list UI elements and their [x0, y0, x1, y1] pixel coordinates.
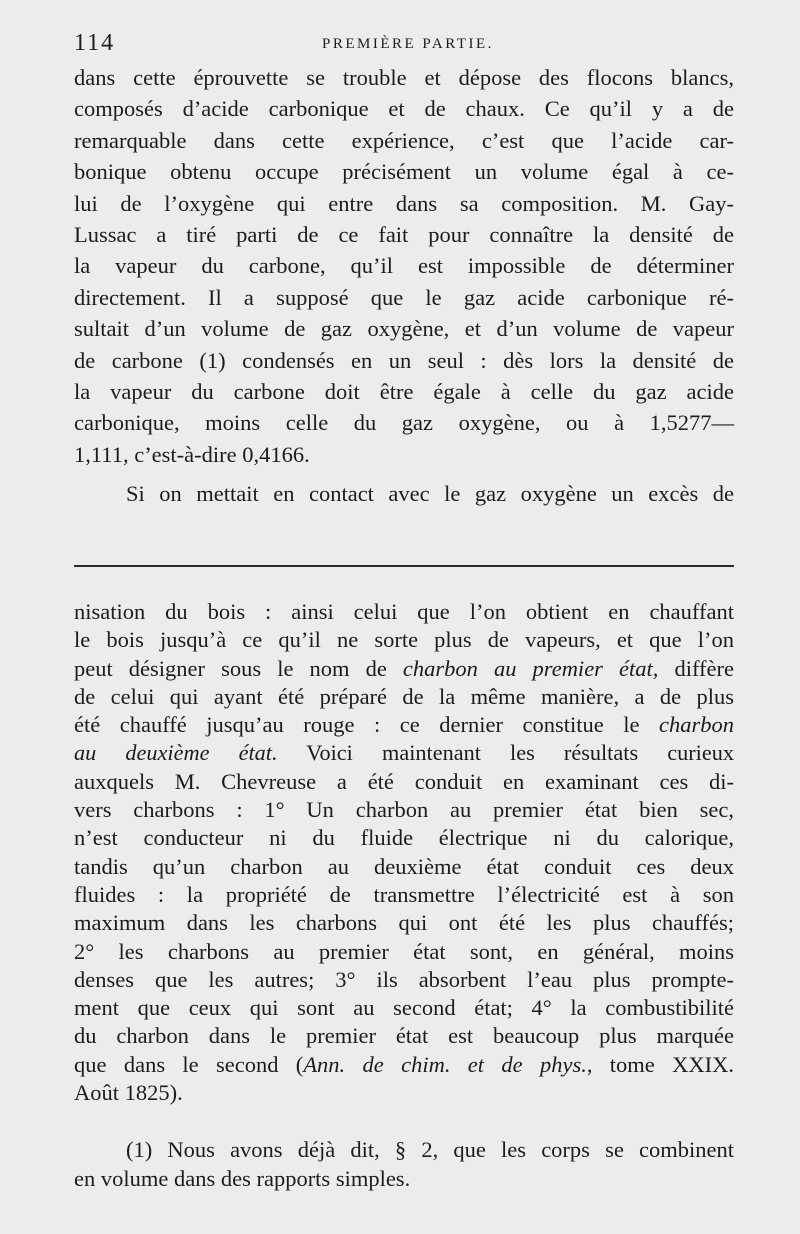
text-line: tandis qu’un charbon au deuxième état conduit ces deux [74, 853, 734, 879]
text-line: vers charbons : 1° Un charbon au premier état bien sec, [74, 797, 734, 823]
text-line: carbonique, moins celle du gaz oxygène, ou à 1,5277— [74, 410, 734, 436]
italic-term: charbon [659, 712, 734, 738]
text-span: que dans le second ( [74, 1051, 304, 1077]
text-line: Août 1825). [74, 1080, 183, 1106]
page-number: 114 [74, 30, 116, 56]
page-header [74, 30, 734, 60]
text-span: Voici maintenant les résultats curieux [277, 740, 734, 766]
text-line: nisation du bois : ainsi celui que l’on obtient en chauffant [74, 599, 734, 624]
text-span: , tome XXIX. [586, 1051, 734, 1077]
footnote-continuation [74, 598, 734, 1107]
text-line: de carbone (1) condensés en un seul : dès lors la densité de [74, 347, 734, 373]
text-line: 2° les charbons au premier état sont, en général, moins [74, 938, 734, 964]
text-line [74, 739, 734, 767]
text-line [74, 711, 734, 739]
text-line: bonique obtenu occupe précisément un volume égal à ce- [74, 159, 734, 185]
text-line: dans cette éprouvette se trouble et dépose des flocons blancs, [74, 65, 734, 90]
text-line: le bois jusqu’à ce qu’il ne sorte plus de vapeurs, et que l’on [74, 627, 734, 653]
text-line: 1,111, c’est-à-dire 0,4166. [74, 441, 310, 467]
footnote-rule [74, 565, 734, 567]
text-line: n’est conducteur ni du fluide électrique ni du calorique, [74, 825, 734, 851]
text-line: du charbon dans le premier état est beaucoup plus marquée [74, 1023, 734, 1049]
footnote-line: en volume dans des rapports simples. [74, 1165, 411, 1191]
text-line: la vapeur du carbone, qu’il est impossible de déterminer [74, 253, 734, 279]
italic-citation: Ann. de chim. et de phys. [303, 1051, 587, 1077]
text-span: diffère [658, 655, 734, 681]
text-line [74, 655, 734, 683]
text-line: denses que les autres; 3° ils absorbent l’eau plus prompte- [74, 966, 734, 992]
text-line: directement. Il a supposé que le gaz acide carbonique ré- [74, 284, 734, 310]
text-line: composés d’acide carbonique et de chaux. Ce qu’il y a de [74, 96, 734, 122]
text-line: sultait d’un volume de gaz oxygène, et d’un volume de vapeur [74, 316, 734, 342]
footnote [74, 1136, 734, 1193]
text-span: peut désigner sous le nom de [74, 655, 403, 681]
text-line: lui de l’oxygène qui entre dans sa composition. M. Gay- [74, 190, 734, 216]
text-line: Si on mettait en contact avec le gaz oxygène un excès de [126, 481, 734, 507]
main-text [74, 62, 734, 509]
text-line: remarquable dans cette expérience, c’est que l’acide car- [74, 127, 734, 153]
text-line: fluides : la propriété de transmettre l’électricité est à son [74, 881, 734, 907]
italic-term: charbon au premier état, [402, 655, 659, 681]
footnote-line: (1) Nous avons déjà dit, § 2, que les corps se combinent [126, 1137, 734, 1162]
text-line: ment que ceux qui sont au second état; 4° la combustibilité [74, 995, 734, 1021]
italic-term: au deuxième état. [74, 740, 278, 766]
running-head: PREMIÈRE PARTIE. [322, 36, 494, 52]
text-line [74, 1051, 734, 1079]
text-line: la vapeur du carbone doit être égale à celle du gaz acide [74, 378, 734, 404]
text-line: auxquels M. Chevreuse a été conduit en examinant ces di- [74, 768, 734, 794]
text-span: été chauffé jusqu’au rouge : ce dernier constitue le [74, 712, 659, 738]
paragraph-gap [74, 470, 734, 478]
text-line: de celui qui ayant été préparé de la même manière, a de plus [74, 683, 734, 709]
text-line: maximum dans les charbons qui ont été les plus chauffés; [74, 910, 734, 936]
text-line: Lussac a tiré parti de ce fait pour connaître la densité de [74, 221, 734, 247]
